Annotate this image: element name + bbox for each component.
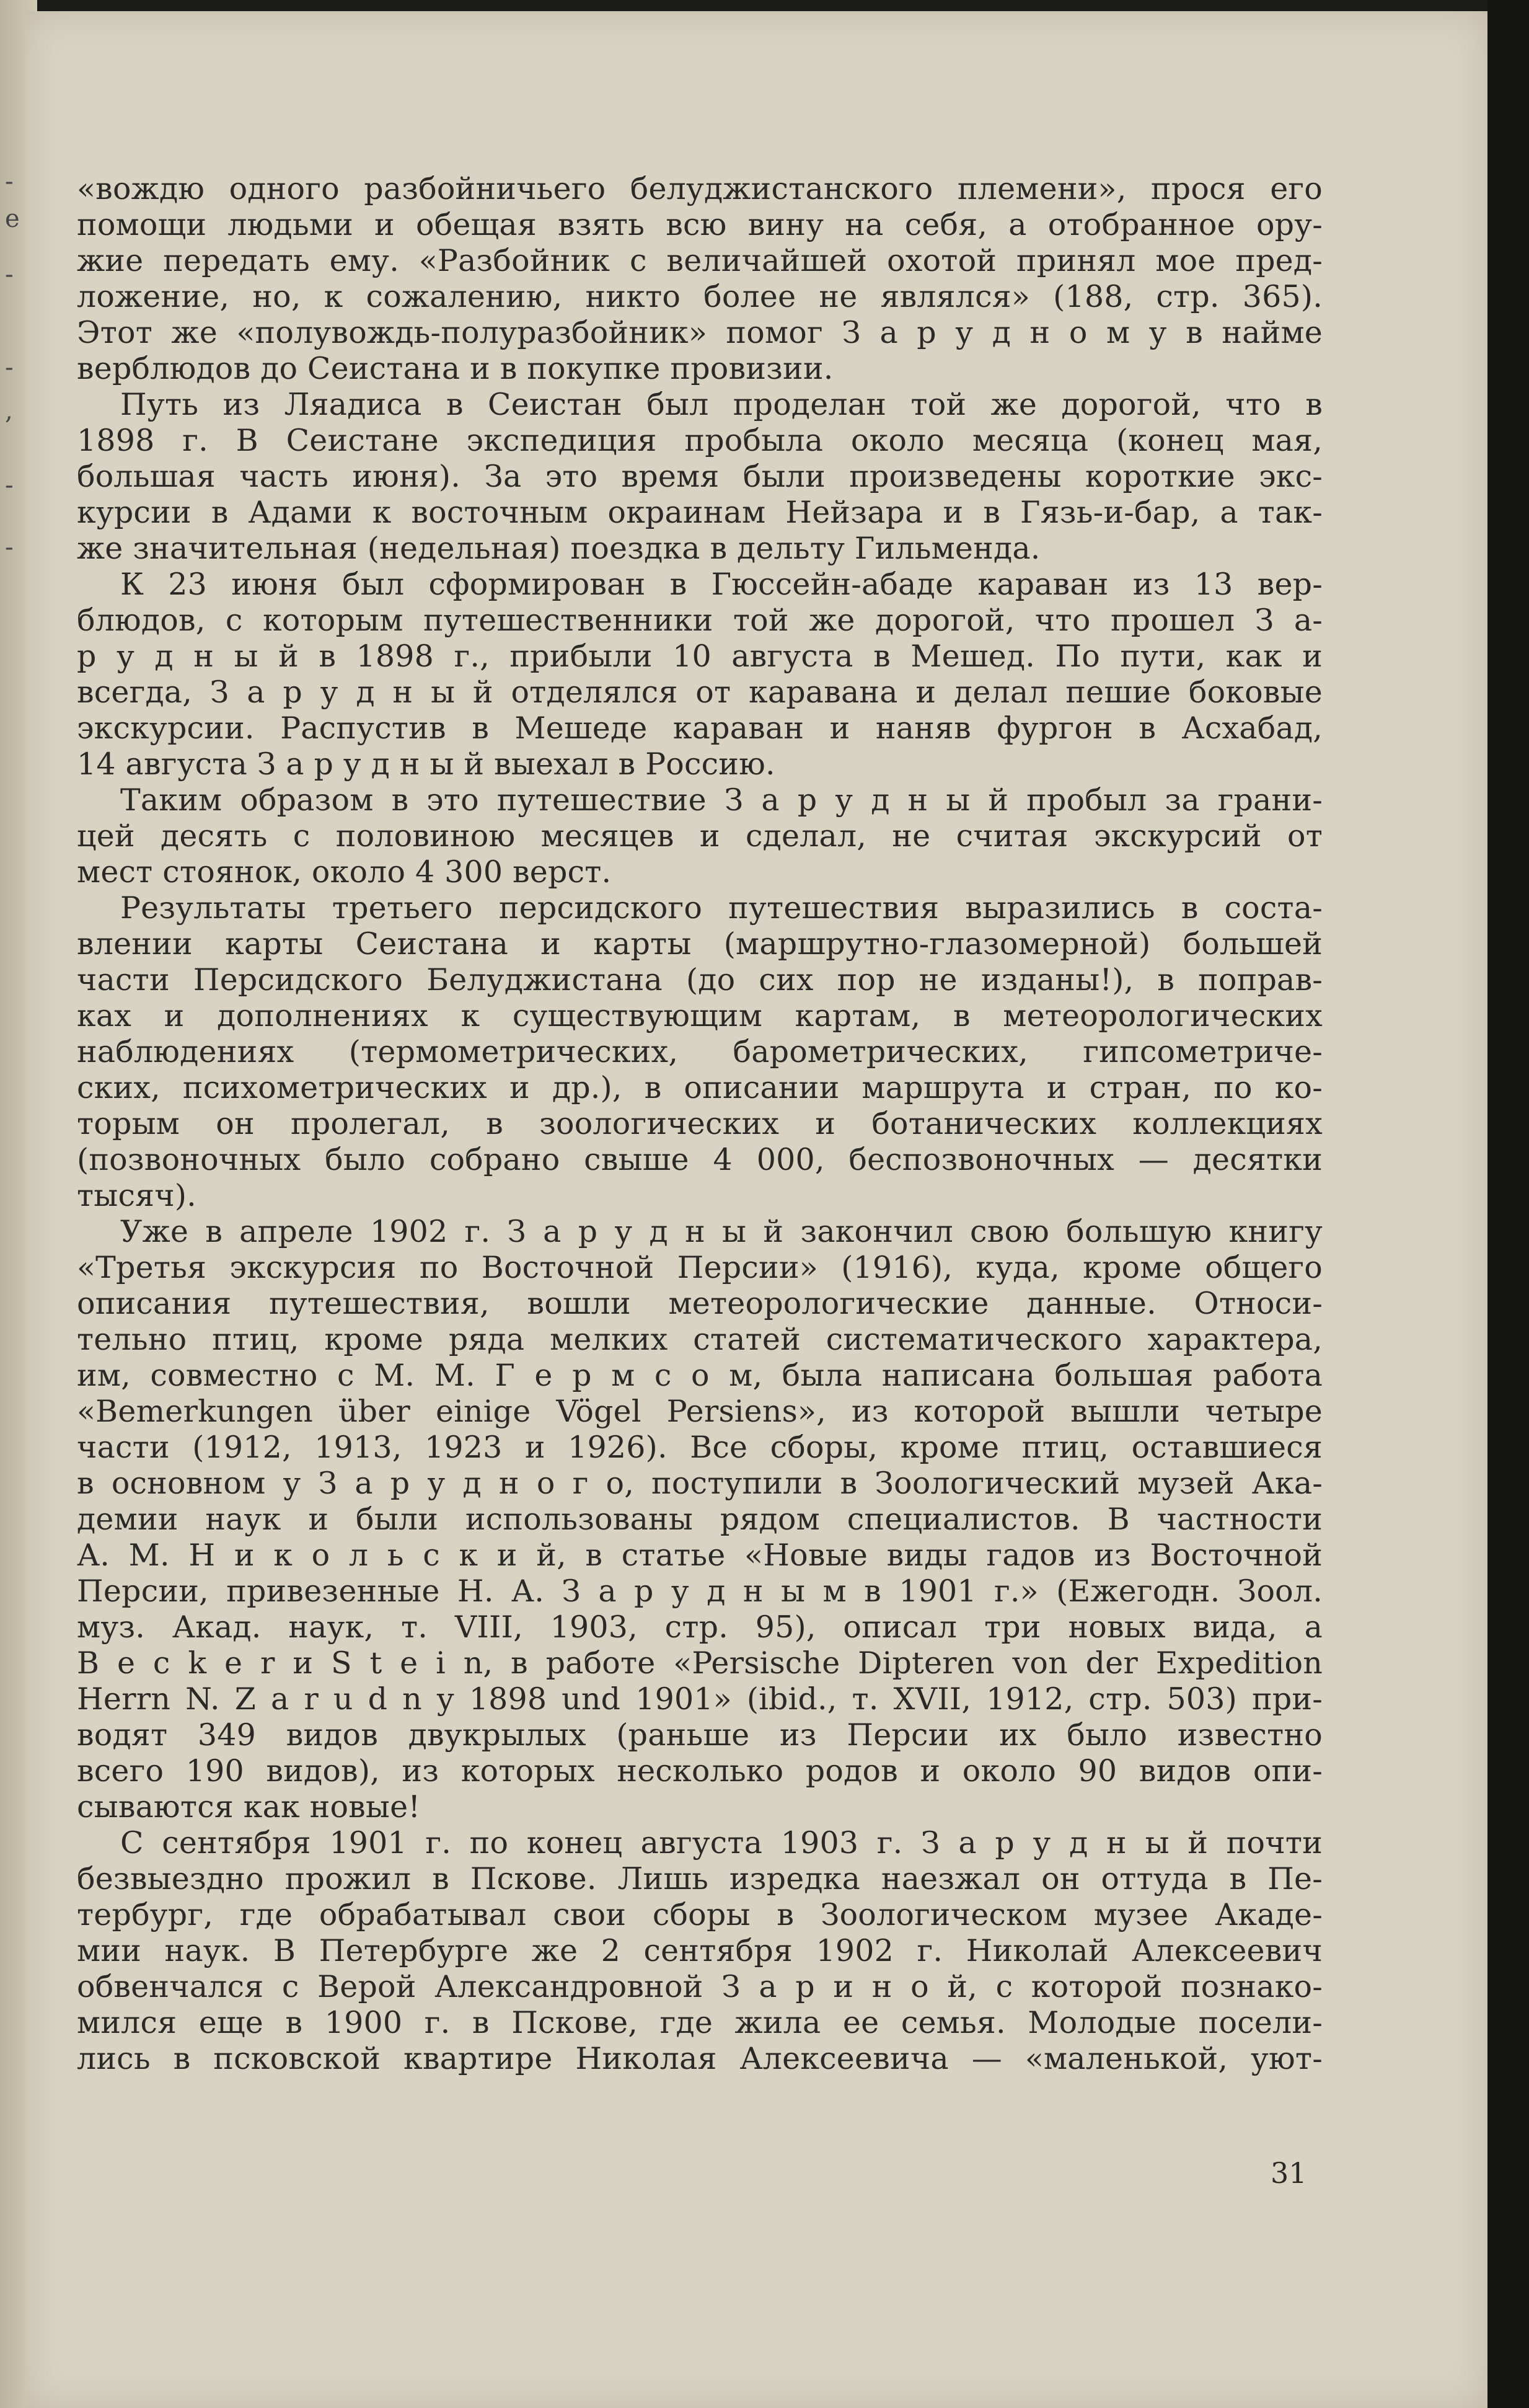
text-line: всего 190 видов), из которых несколько родов и около 90 видов опи- — [77, 1753, 1323, 1789]
text-line: в основном у З а р у д н о г о, поступили в Зоологический музей Ака- — [77, 1466, 1323, 1501]
text-line: Путь из Ляадиса в Сеистан был проделан той же дорогой, что в — [120, 387, 1323, 422]
text-line: мест стоянок, около 4 300 верст. — [77, 854, 612, 890]
text-line: ложение, но, к сожалению, никто более не являлся» (188, стр. 365). — [77, 279, 1323, 314]
text-line: С сентября 1901 г. по конец августа 1903 г. З а р у д н ы й почти — [120, 1825, 1323, 1861]
text-line: Результаты третьего персидского путешествия выразились в соста- — [120, 890, 1323, 926]
text-line: курсии в Адами к восточным окраинам Нейзара и в Гязь-и-бар, а так- — [77, 495, 1323, 530]
scan-border — [1487, 0, 1529, 2408]
text-line: сываются как новые! — [77, 1789, 421, 1825]
paragraph-7 — [77, 1825, 1323, 2077]
text-line: К 23 июня был сформирован в Гюссейн-абаде караван из 13 вер- — [120, 567, 1323, 602]
binding-mark: - — [5, 353, 14, 382]
text-line: муз. Акад. наук, т. VIII, 1903, стр. 95), описал три новых вида, а — [77, 1609, 1323, 1645]
text-line: Этот же «полувождь-полуразбойник» помог З а р у д н о м у в найме — [77, 315, 1323, 350]
page-text — [77, 171, 1323, 2077]
text-line: обвенчался с Верой Александровной З а р и н о й, с которой познако- — [77, 1969, 1323, 2004]
text-line: наблюдениях (термометрических, барометрических, гипсометриче- — [77, 1034, 1323, 1069]
text-line: им, совместно с М. М. Г е р м с о м, была написана большая работа — [77, 1358, 1323, 1393]
book-page — [25, 11, 1487, 2408]
paragraph-6 — [77, 1214, 1323, 1825]
text-line: большая часть июня). За это время были произведены короткие экс- — [77, 459, 1323, 494]
text-line: ских, психометрических и др.), в описании маршрута и стран, по ко- — [77, 1070, 1323, 1105]
text-line: «Третья экскурсия по Восточной Персии» (1916), куда, кроме общего — [77, 1250, 1323, 1285]
text-line: влении карты Сеистана и карты (маршрутно-глазомерной) большей — [77, 926, 1323, 962]
text-line: части Персидского Белуджистана (до сих пор не изданы!), в поправ- — [77, 962, 1323, 998]
text-line: Персии, привезенные Н. А. З а р у д н ы м в 1901 г.» (Ежегодн. Зоол. — [77, 1574, 1323, 1609]
text-line: же значительная (недельная) поездка в дельту Гильменда. — [77, 531, 1041, 566]
binding-mark: - — [5, 533, 14, 562]
text-line: блюдов, с которым путешественники той же дорогой, что прошел З а- — [77, 603, 1323, 638]
text-line: экскурсии. Распустив в Мешеде караван и наняв фургон в Асхабад, — [77, 710, 1323, 746]
text-line: тельно птиц, кроме ряда мелких статей систематического характера, — [77, 1322, 1323, 1357]
binding-mark: , — [5, 397, 13, 425]
text-line: Уже в апреле 1902 г. З а р у д н ы й закончил свою большую книгу — [120, 1214, 1323, 1249]
text-line: B e c k e r и S t e i n, в работе «Persische Dipteren von der Expedition — [77, 1645, 1323, 1681]
paragraph-1 — [77, 171, 1323, 387]
paragraph-3 — [77, 567, 1323, 782]
text-line: 14 августа З а р у д н ы й выехал в Россию. — [77, 746, 775, 782]
text-line: мии наук. В Петербурге же 2 сентября 1902 г. Николай Алексеевич — [77, 1933, 1323, 1968]
text-line: тербург, где обрабатывал свои сборы в Зоологическом музее Акаде- — [77, 1897, 1323, 1932]
text-line: безвыездно прожил в Пскове. Лишь изредка наезжал он оттуда в Пе- — [77, 1861, 1323, 1897]
text-line: Таким образом в это путешествие З а р у д н ы й пробыл за грани- — [120, 782, 1323, 818]
text-line: водят 349 видов двукрылых (раньше из Персии их было известно — [77, 1717, 1323, 1753]
paragraph-4 — [77, 782, 1323, 890]
text-line: лись в псковской квартире Николая Алексеевича — «маленькой, уют- — [77, 2041, 1323, 2076]
text-line: А. М. Н и к о л ь с к и й, в статье «Новые виды гадов из Восточной — [77, 1538, 1323, 1573]
paragraph-5 — [77, 890, 1323, 1214]
binding-mark: e — [5, 205, 20, 233]
text-line: «вождю одного разбойничьего белуджистанского племени», прося его — [77, 171, 1323, 206]
text-line: «Bemerkungen über einige Vögel Persiens», из которой вышли четыре — [77, 1394, 1323, 1429]
text-line: помощи людьми и обещая взять всю вину на себя, а отобранное ору- — [77, 207, 1323, 242]
page-number: 31 — [1271, 2156, 1307, 2190]
binding-mark: - — [5, 471, 14, 500]
text-line: тысяч). — [77, 1178, 196, 1213]
text-line: Herrn N. Z a r u d n y 1898 und 1901» (ibid., т. XVII, 1912, стр. 503) при- — [77, 1681, 1323, 1717]
paragraph-2 — [77, 387, 1323, 567]
text-line: жие передать ему. «Разбойник с величайшей охотой принял мое пред- — [77, 243, 1323, 278]
text-line: р у д н ы й в 1898 г., прибыли 10 августа в Мешед. По пути, как и — [77, 639, 1323, 674]
text-line: 1898 г. В Сеистане экспедиция пробыла около месяца (конец мая, — [77, 423, 1323, 458]
text-line: цей десять с половиною месяцев и сделал, не считая экскурсий от — [77, 818, 1323, 854]
text-line: части (1912, 1913, 1923 и 1926). Все сборы, кроме птиц, оставшиеся — [77, 1430, 1323, 1465]
text-line: верблюдов до Сеистана и в покупке провизии. — [77, 351, 834, 386]
text-line: описания путешествия, вошли метеорологические данные. Относи- — [77, 1286, 1323, 1321]
text-line: всегда, З а р у д н ы й отделялся от каравана и делал пешие боковые — [77, 675, 1323, 710]
text-line: демии наук и были использованы рядом специалистов. В частности — [77, 1502, 1323, 1537]
binding-mark: - — [5, 260, 14, 289]
binding-mark: - — [5, 167, 14, 196]
text-line: (позвоночных было собрано свыше 4 000, беспозвоночных — десятки — [77, 1142, 1323, 1177]
text-line: торым он пролегал, в зоологических и ботанических коллекциях — [77, 1106, 1323, 1141]
text-line: мился еще в 1900 г. в Пскове, где жила ее семья. Молодые посели- — [77, 2005, 1323, 2040]
text-line: ках и дополнениях к существующим картам, в метеорологических — [77, 998, 1323, 1034]
